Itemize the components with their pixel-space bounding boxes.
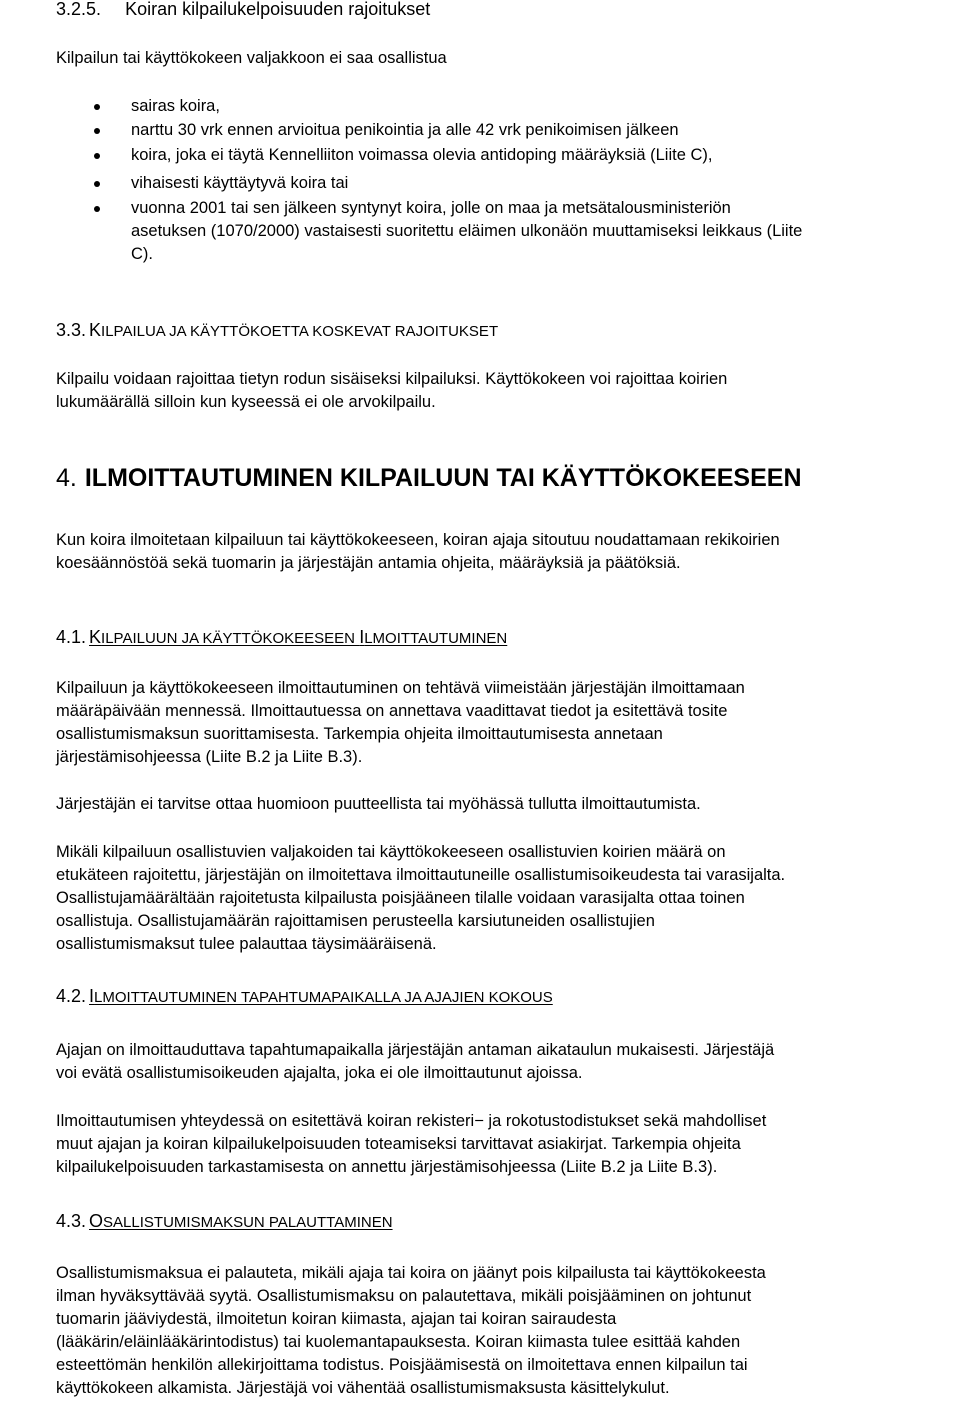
paragraph-line: voi evätä osallistumisoikeuden ajajalta, joka ei ole ilmoittautunut ajoissa. xyxy=(56,1064,583,1082)
list-item-line: C). xyxy=(131,245,153,263)
paragraph-4-2-b xyxy=(56,1110,766,1179)
section-title: ILMOITTAUTUMINEN KILPAILUUN TAI KÄYTTÖKOKEESEEN xyxy=(84,464,802,492)
paragraph-line: Mikäli kilpailuun osallistuvien valjakoiden tai käyttökokeeseen osallistuvien koirien määrä on xyxy=(56,843,726,861)
paragraph-line: Ilmoittautumisen yhteydessä on esitettävä koiran rekisteri− ja rokotustodistukset sekä mahdolliset xyxy=(56,1112,767,1130)
section-heading-3-3 xyxy=(56,318,498,344)
paragraph-line: muut ajajan ja koiran kilpailukelpoisuuden toteamiseksi tarvittavat asiakirjat. Tarkempia ohjeita xyxy=(56,1135,741,1153)
paragraph-line: osallistumismaksun suorittamisesta. Tarkempia ohjeita ilmoittautumisesta annetaan xyxy=(56,725,663,743)
section-title: Koiran kilpailukelpoisuuden rajoitukset xyxy=(125,0,431,19)
paragraph-3-3 xyxy=(56,368,727,414)
paragraph-line: Ajajan on ilmoittauduttava tapahtumapaikalla järjestäjän antaman aikataulun mukaisesti. Järjestäjä xyxy=(56,1041,775,1059)
section-title: KILPAILUUN JA KÄYTTÖKOKEESEEN ILMOITTAUTUMINEN xyxy=(89,627,508,647)
paragraph-4-1-b xyxy=(56,793,701,816)
paragraph-line: Kun koira ilmoitetaan kilpailuun tai käyttökokeeseen, koiran ajaja sitoutuu noudattamaan rekikoirien xyxy=(56,531,780,549)
list-item-text: vihaisesti käyttäytyvä koira tai xyxy=(131,174,349,192)
paragraph-4-2-a xyxy=(56,1039,774,1085)
paragraph-line: osallistumismaksut tulee palauttaa täysimääräisenä. xyxy=(56,935,437,953)
section-title: ILMOITTAUTUMINEN TAPAHTUMAPAIKALLA JA AJAJIEN KOKOUS xyxy=(89,986,553,1006)
paragraph-line: määräpäivään mennessä. Ilmoittautuessa on annettava vaadittavat tiedot ja esitettävä tosite xyxy=(56,702,728,720)
paragraph-line: esteettömän henkilön allekirjoittama todistus. Poisjäämisestä on ilmoitettava ennen kilpailun tai xyxy=(56,1356,748,1374)
paragraph-line: Kilpailu voidaan rajoittaa tietyn rodun sisäiseksi kilpailuksi. Käyttökokeen voi rajoittaa koirien xyxy=(56,370,728,388)
paragraph-line: tuomarin jääviydestä, ilmoitetun koiran kiimasta, ajajan tai koiran sairaudesta xyxy=(56,1310,617,1328)
paragraph-line: kilpailukelpoisuuden tarkastamisesta on annettu järjestämisohjeessa (Liite B.2 ja Liite B.3). xyxy=(56,1158,718,1176)
paragraph-line: Järjestäjän ei tarvitse ottaa huomioon puutteellista tai myöhässä tullutta ilmoittautumista. xyxy=(56,795,701,813)
section-number: 4.3. xyxy=(56,1211,87,1231)
list-item-text xyxy=(131,197,802,266)
list-item-line: vuonna 2001 tai sen jälkeen syntynyt koira, jolle on maa ja metsätalousministeriön xyxy=(131,199,731,217)
section-number: 4.2. xyxy=(56,986,87,1006)
paragraph-line: (lääkärin/eläinlääkärintodistus) tai kuolemantapauksesta. Koiran kiimasta tulee esittää kahden xyxy=(56,1333,741,1351)
list-item-text: sairas koira, xyxy=(131,97,220,115)
list-item-line: asetuksen (1070/2000) vastaisesti suoritettu eläimen ulkonäön muuttamiseksi leikkaus (Liite xyxy=(131,222,803,240)
paragraph-line: etukäteen rajoitettu, järjestäjän on ilmoitettava ilmoittautuneille osallistumisoikeudesta tai varasijalta. xyxy=(56,866,786,884)
paragraph-line: Osallistumismaksua ei palauteta, mikäli ajaja tai koira on jäänyt pois kilpailusta tai käyttökokeesta xyxy=(56,1264,766,1282)
section-number: 3.2.5. xyxy=(56,0,102,19)
section-heading-4-2 xyxy=(56,984,553,1010)
list-item-text: narttu 30 vrk ennen arvioitua penikointia ja alle 42 vrk penikoimisen jälkeen xyxy=(131,121,679,139)
section-title: KILPAILUA JA KÄYTTÖKOETTA KOSKEVAT RAJOITUKSET xyxy=(89,320,499,340)
paragraph-line: Osallistujamäärältään rajoitetusta kilpailusta poisjääneen tilalle voidaan varasijalta ottaa toinen xyxy=(56,889,745,907)
paragraph-4-3 xyxy=(56,1262,766,1400)
paragraph-line: järjestämisohjeessa (Liite B.2 ja Liite B.3). xyxy=(56,748,363,766)
paragraph-4-1-c xyxy=(56,841,785,956)
paragraph-line: koesäännöstöä sekä tuomarin ja järjestäjän antamia ohjeita, määräyksiä ja päätöksiä. xyxy=(56,554,681,572)
bullet-icon xyxy=(94,128,100,134)
section-heading-4-1 xyxy=(56,625,507,651)
section-title: OSALLISTUMISMAKSUN PALAUTTAMINEN xyxy=(89,1211,393,1231)
bullet-icon xyxy=(94,104,100,110)
bullet-icon xyxy=(94,206,100,212)
bullet-icon xyxy=(94,153,100,159)
section-number: 3.3. xyxy=(56,320,87,340)
section-heading-4 xyxy=(56,463,802,493)
list-item-text: koira, joka ei täytä Kennelliiton voimassa olevia antidoping määräyksiä (Liite C), xyxy=(131,146,713,164)
section-heading-3-2-5 xyxy=(56,0,430,21)
paragraph-line: lukumäärällä silloin kun kyseessä ei ole arvokilpailu. xyxy=(56,393,436,411)
intro-text: Kilpailun tai käyttökokeen valjakkoon ei saa osallistua xyxy=(56,49,447,67)
paragraph-line: Kilpailuun ja käyttökokeeseen ilmoittautuminen on tehtävä viimeistään järjestäjän ilmoittamaan xyxy=(56,679,745,697)
paragraph-line: ilman hyväksyttävää syytä. Osallistumismaksu on palautettava, mikäli poisjääminen on johtunut xyxy=(56,1287,752,1305)
bullet-icon xyxy=(94,181,100,187)
section-number: 4.1. xyxy=(56,627,87,647)
paragraph-4-1-a xyxy=(56,677,745,769)
paragraph-line: osallistuja. Osallistujamäärän rajoittamisen perusteella karsiutuneiden osallistujien xyxy=(56,912,655,930)
section-heading-4-3 xyxy=(56,1209,393,1235)
paragraph-4 xyxy=(56,529,780,575)
section-number: 4. xyxy=(56,464,77,492)
intro-paragraph xyxy=(56,47,447,70)
paragraph-line: käyttökokeen alkamista. Järjestäjä voi vähentää osallistumismaksusta käsittelykulut. xyxy=(56,1379,670,1397)
